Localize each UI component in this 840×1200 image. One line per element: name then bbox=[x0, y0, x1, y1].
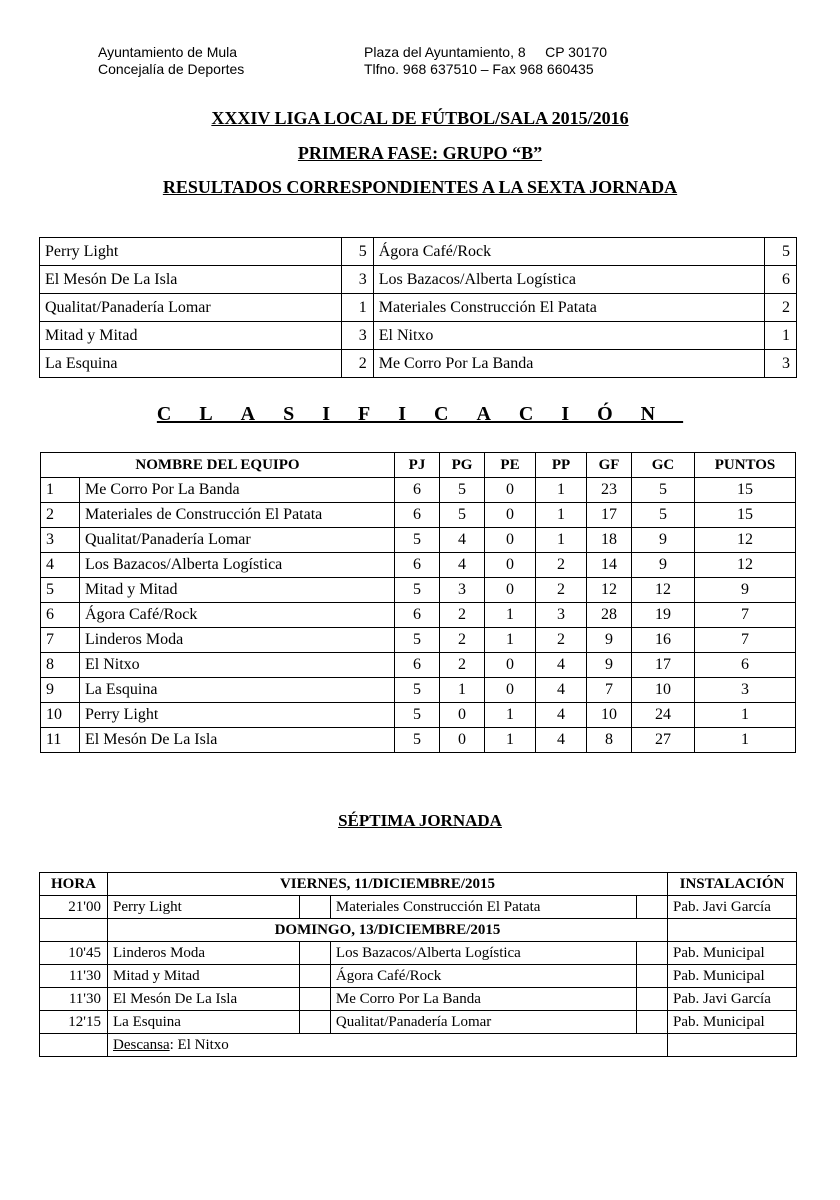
stat-pts: 15 bbox=[695, 503, 796, 528]
match-venue: Pab. Municipal bbox=[668, 965, 797, 988]
match-home: Mitad y Mitad bbox=[108, 965, 300, 988]
match-home: Linderos Moda bbox=[108, 942, 300, 965]
stat-pg: 4 bbox=[440, 528, 485, 553]
away-team: Materiales Construcción El Patata bbox=[373, 294, 764, 322]
stat-gc: 16 bbox=[632, 628, 695, 653]
match-venue: Pab. Municipal bbox=[668, 942, 797, 965]
stat-pg: 0 bbox=[440, 703, 485, 728]
stat-pg: 3 bbox=[440, 578, 485, 603]
match-away: Ágora Café/Rock bbox=[330, 965, 636, 988]
standings-row bbox=[41, 503, 796, 528]
standings-row bbox=[41, 728, 796, 753]
match-row bbox=[40, 942, 797, 965]
team-name: Los Bazacos/Alberta Logística bbox=[80, 553, 395, 578]
match-gap bbox=[637, 942, 668, 965]
standings-table bbox=[40, 452, 796, 753]
stat-pg: 2 bbox=[440, 603, 485, 628]
team-name: El Mesón De La Isla bbox=[80, 728, 395, 753]
stat-pe: 1 bbox=[485, 603, 536, 628]
team-name: Mitad y Mitad bbox=[80, 578, 395, 603]
standings-row bbox=[41, 578, 796, 603]
stat-pts: 12 bbox=[695, 528, 796, 553]
match-hour: 12'15 bbox=[40, 1011, 108, 1034]
result-row bbox=[40, 266, 797, 294]
stat-gc: 9 bbox=[632, 528, 695, 553]
stat-pg: 0 bbox=[440, 728, 485, 753]
stat-pj: 5 bbox=[395, 728, 440, 753]
org-department: Concejalía de Deportes bbox=[98, 61, 245, 77]
match-venue: Pab. Javi García bbox=[668, 896, 797, 919]
stat-pj: 6 bbox=[395, 603, 440, 628]
header-pp: PP bbox=[536, 453, 587, 478]
stat-pp: 4 bbox=[536, 678, 587, 703]
header-team: NOMBRE DEL EQUIPO bbox=[41, 453, 395, 478]
match-gap bbox=[299, 965, 330, 988]
match-away: Me Corro Por La Banda bbox=[330, 988, 636, 1011]
header-pg: PG bbox=[440, 453, 485, 478]
day2-hour-empty bbox=[40, 919, 108, 942]
away-score: 3 bbox=[765, 350, 797, 378]
match-row bbox=[40, 896, 797, 919]
standings-row bbox=[41, 703, 796, 728]
away-score: 6 bbox=[765, 266, 797, 294]
match-venue: Pab. Municipal bbox=[668, 1011, 797, 1034]
match-venue: Pab. Javi García bbox=[668, 988, 797, 1011]
away-team: Me Corro Por La Banda bbox=[373, 350, 764, 378]
stat-gf: 10 bbox=[587, 703, 632, 728]
home-team: Qualitat/Panadería Lomar bbox=[40, 294, 342, 322]
standings-row bbox=[41, 528, 796, 553]
result-row bbox=[40, 238, 797, 266]
stat-pe: 0 bbox=[485, 553, 536, 578]
team-name: Linderos Moda bbox=[80, 628, 395, 653]
contact-header bbox=[364, 44, 607, 78]
stat-gc: 12 bbox=[632, 578, 695, 603]
stat-pg: 5 bbox=[440, 478, 485, 503]
team-name: Perry Light bbox=[80, 703, 395, 728]
position: 10 bbox=[41, 703, 80, 728]
match-home: La Esquina bbox=[108, 1011, 300, 1034]
standings-row bbox=[41, 478, 796, 503]
stat-gf: 28 bbox=[587, 603, 632, 628]
stat-pp: 4 bbox=[536, 728, 587, 753]
stat-pts: 7 bbox=[695, 628, 796, 653]
match-home: El Mesón De La Isla bbox=[108, 988, 300, 1011]
stat-pts: 15 bbox=[695, 478, 796, 503]
stat-gf: 14 bbox=[587, 553, 632, 578]
stat-pj: 5 bbox=[395, 578, 440, 603]
home-score: 5 bbox=[341, 238, 373, 266]
stat-pe: 0 bbox=[485, 653, 536, 678]
stat-gc: 5 bbox=[632, 478, 695, 503]
stat-gc: 19 bbox=[632, 603, 695, 628]
home-team: El Mesón De La Isla bbox=[40, 266, 342, 294]
header-points: PUNTOS bbox=[695, 453, 796, 478]
next-round-title: SÉPTIMA JORNADA bbox=[338, 811, 502, 830]
rest-team: : El Nitxo bbox=[169, 1036, 229, 1053]
header-pe: PE bbox=[485, 453, 536, 478]
stat-pg: 2 bbox=[440, 628, 485, 653]
league-title: XXXIV LIGA LOCAL DE FÚTBOL/SALA 2015/2016 bbox=[211, 108, 629, 128]
stat-gc: 17 bbox=[632, 653, 695, 678]
match-row bbox=[40, 988, 797, 1011]
match-gap bbox=[299, 896, 330, 919]
away-team: El Nitxo bbox=[373, 322, 764, 350]
stat-gc: 10 bbox=[632, 678, 695, 703]
position: 11 bbox=[41, 728, 80, 753]
match-gap bbox=[299, 1011, 330, 1034]
home-team: La Esquina bbox=[40, 350, 342, 378]
position: 6 bbox=[41, 603, 80, 628]
standings-row bbox=[41, 553, 796, 578]
away-score: 2 bbox=[765, 294, 797, 322]
position: 5 bbox=[41, 578, 80, 603]
schedule-table bbox=[39, 872, 797, 1057]
stat-pe: 0 bbox=[485, 578, 536, 603]
org-name: Ayuntamiento de Mula bbox=[98, 44, 238, 60]
results-table bbox=[39, 237, 797, 378]
stat-gf: 7 bbox=[587, 678, 632, 703]
stat-pj: 6 bbox=[395, 478, 440, 503]
header-hour: HORA bbox=[40, 873, 108, 896]
rest-cell bbox=[108, 1034, 668, 1057]
match-row bbox=[40, 965, 797, 988]
stat-pg: 1 bbox=[440, 678, 485, 703]
match-gap bbox=[299, 942, 330, 965]
day1-label: VIERNES, 11/DICIEMBRE/2015 bbox=[108, 873, 668, 896]
position: 3 bbox=[41, 528, 80, 553]
stat-pe: 0 bbox=[485, 678, 536, 703]
match-away: Los Bazacos/Alberta Logística bbox=[330, 942, 636, 965]
stat-gf: 9 bbox=[587, 628, 632, 653]
standings-row bbox=[41, 678, 796, 703]
stat-pj: 5 bbox=[395, 528, 440, 553]
day2-row bbox=[40, 919, 797, 942]
stat-pj: 5 bbox=[395, 628, 440, 653]
match-gap bbox=[299, 988, 330, 1011]
match-away: Qualitat/Panadería Lomar bbox=[330, 1011, 636, 1034]
stat-pj: 5 bbox=[395, 678, 440, 703]
match-row bbox=[40, 1011, 797, 1034]
position: 8 bbox=[41, 653, 80, 678]
standings-title: CLASIFICACIÓN bbox=[156, 403, 684, 425]
stat-pe: 0 bbox=[485, 503, 536, 528]
stat-gf: 8 bbox=[587, 728, 632, 753]
position: 4 bbox=[41, 553, 80, 578]
match-gap bbox=[637, 1011, 668, 1034]
stat-pp: 2 bbox=[536, 553, 587, 578]
home-score: 3 bbox=[341, 322, 373, 350]
stat-pg: 5 bbox=[440, 503, 485, 528]
stat-pts: 6 bbox=[695, 653, 796, 678]
stat-gf: 17 bbox=[587, 503, 632, 528]
stat-pe: 0 bbox=[485, 528, 536, 553]
standings-header-row bbox=[41, 453, 796, 478]
standings-row bbox=[41, 603, 796, 628]
match-gap bbox=[637, 896, 668, 919]
stat-pts: 7 bbox=[695, 603, 796, 628]
result-row bbox=[40, 322, 797, 350]
team-name: El Nitxo bbox=[80, 653, 395, 678]
contact-phone: Tlfno. 968 637510 – Fax 968 660435 bbox=[364, 61, 594, 77]
match-hour: 11'30 bbox=[40, 988, 108, 1011]
home-team: Perry Light bbox=[40, 238, 342, 266]
header-venue: INSTALACIÓN bbox=[668, 873, 797, 896]
org-header bbox=[98, 44, 244, 78]
match-home: Perry Light bbox=[108, 896, 300, 919]
match-hour: 11'30 bbox=[40, 965, 108, 988]
stat-pp: 2 bbox=[536, 578, 587, 603]
away-team: Los Bazacos/Alberta Logística bbox=[373, 266, 764, 294]
day2-venue-empty bbox=[668, 919, 797, 942]
away-score: 5 bbox=[765, 238, 797, 266]
team-name: Materiales de Construcción El Patata bbox=[80, 503, 395, 528]
stat-gf: 23 bbox=[587, 478, 632, 503]
stat-gc: 9 bbox=[632, 553, 695, 578]
team-name: La Esquina bbox=[80, 678, 395, 703]
away-team: Ágora Café/Rock bbox=[373, 238, 764, 266]
rest-venue-empty bbox=[668, 1034, 797, 1057]
stat-pg: 2 bbox=[440, 653, 485, 678]
header-pj: PJ bbox=[395, 453, 440, 478]
stat-pts: 12 bbox=[695, 553, 796, 578]
stat-pts: 3 bbox=[695, 678, 796, 703]
position: 9 bbox=[41, 678, 80, 703]
stat-gf: 18 bbox=[587, 528, 632, 553]
stat-pp: 4 bbox=[536, 653, 587, 678]
stat-pe: 0 bbox=[485, 478, 536, 503]
team-name: Qualitat/Panadería Lomar bbox=[80, 528, 395, 553]
stat-pj: 6 bbox=[395, 503, 440, 528]
stat-pe: 1 bbox=[485, 628, 536, 653]
home-score: 3 bbox=[341, 266, 373, 294]
header-gf: GF bbox=[587, 453, 632, 478]
stat-pg: 4 bbox=[440, 553, 485, 578]
result-row bbox=[40, 294, 797, 322]
position: 1 bbox=[41, 478, 80, 503]
stat-pp: 2 bbox=[536, 628, 587, 653]
away-score: 1 bbox=[765, 322, 797, 350]
stat-pp: 1 bbox=[536, 528, 587, 553]
rest-row bbox=[40, 1034, 797, 1057]
home-score: 1 bbox=[341, 294, 373, 322]
schedule-header-row bbox=[40, 873, 797, 896]
day2-label: DOMINGO, 13/DICIEMBRE/2015 bbox=[108, 919, 668, 942]
home-team: Mitad y Mitad bbox=[40, 322, 342, 350]
position: 2 bbox=[41, 503, 80, 528]
match-hour: 21'00 bbox=[40, 896, 108, 919]
stat-pts: 9 bbox=[695, 578, 796, 603]
standings-row bbox=[41, 628, 796, 653]
match-gap bbox=[637, 965, 668, 988]
results-title: RESULTADOS CORRESPONDIENTES A LA SEXTA JORNADA bbox=[162, 177, 678, 197]
phase-title: PRIMERA FASE: GRUPO “B” bbox=[297, 143, 543, 163]
match-away: Materiales Construcción El Patata bbox=[330, 896, 636, 919]
stat-gc: 5 bbox=[632, 503, 695, 528]
stat-pj: 6 bbox=[395, 553, 440, 578]
stat-pe: 1 bbox=[485, 703, 536, 728]
stat-pp: 4 bbox=[536, 703, 587, 728]
home-score: 2 bbox=[341, 350, 373, 378]
result-row bbox=[40, 350, 797, 378]
stat-pe: 1 bbox=[485, 728, 536, 753]
position: 7 bbox=[41, 628, 80, 653]
stat-pp: 1 bbox=[536, 478, 587, 503]
stat-pp: 3 bbox=[536, 603, 587, 628]
stat-gf: 12 bbox=[587, 578, 632, 603]
header-gc: GC bbox=[632, 453, 695, 478]
match-gap bbox=[637, 988, 668, 1011]
team-name: Ágora Café/Rock bbox=[80, 603, 395, 628]
standings-row bbox=[41, 653, 796, 678]
stat-gc: 24 bbox=[632, 703, 695, 728]
match-hour: 10'45 bbox=[40, 942, 108, 965]
team-name: Me Corro Por La Banda bbox=[80, 478, 395, 503]
stat-pj: 5 bbox=[395, 703, 440, 728]
rest-label: Descansa bbox=[113, 1036, 170, 1053]
stat-pts: 1 bbox=[695, 728, 796, 753]
contact-address: Plaza del Ayuntamiento, 8 CP 30170 bbox=[364, 44, 608, 60]
rest-hour-empty bbox=[40, 1034, 108, 1057]
stat-pj: 6 bbox=[395, 653, 440, 678]
stat-gc: 27 bbox=[632, 728, 695, 753]
stat-gf: 9 bbox=[587, 653, 632, 678]
stat-pts: 1 bbox=[695, 703, 796, 728]
stat-pp: 1 bbox=[536, 503, 587, 528]
